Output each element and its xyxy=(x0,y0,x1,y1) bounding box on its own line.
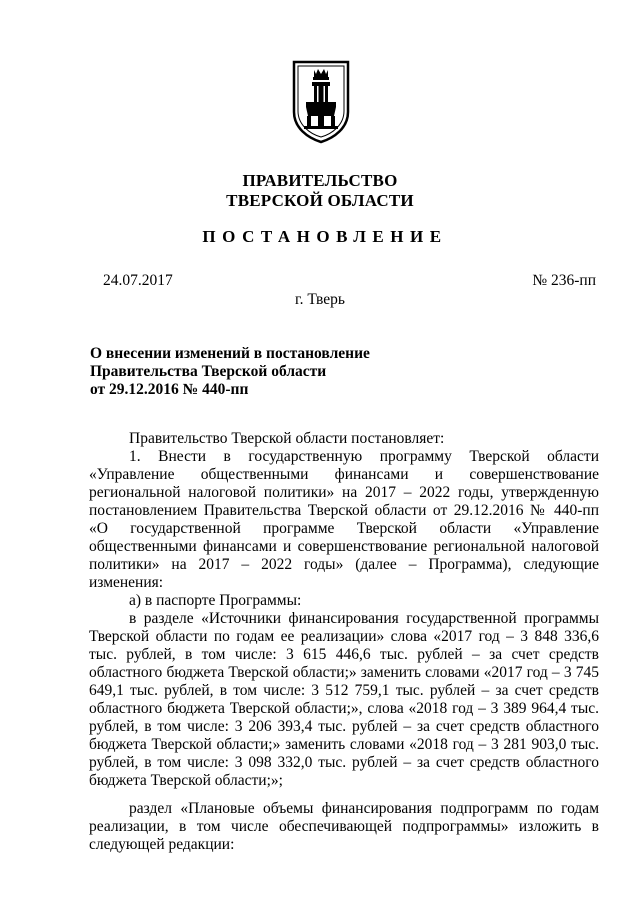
document-type-title: ПОСТАНОВЛЕНИЕ xyxy=(202,227,448,246)
document-city: г. Тверь xyxy=(295,291,345,308)
body-paragraph-funding-sources: в разделе «Источники финансирования государственной программы Тверской области по годам ее реализации» слова «2017 год – 3 848 336,6 тыс. рублей, в том числе: 3 615 446,6 тыс. рублей – за счет средств областного бюджета Тверской области;» заменить словами «2017 год – 3 745 649,1 тыс. рублей, в том числе: 3 512 759,1 тыс. рублей – за счет средств областного бюджета Тверской области;», слова «2018 год – 3 389 964,4 тыс. рублей, в том числе: 3 206 393,4 тыс. рублей – за счет средств областного бюджета Тверской области;» заменить словами «2018 год – 3 281 903,0 тыс. рублей, в том числе: 3 098 332,0 тыс. рублей – за счет средств областного бюджета Тверской области;»; xyxy=(89,610,599,789)
body-paragraph-planned-volumes: раздел «Плановые объемы финансирования подпрограмм по годам реализации, в том числе обеспечивающей подпрограммы» изложить в следующей редакции: xyxy=(89,800,599,853)
org-name-line-2: ТВЕРСКОЙ ОБЛАСТИ xyxy=(226,191,414,210)
subject-line-2: Правительства Тверской области xyxy=(90,363,327,380)
subject-line-1: О внесении изменений в постановление xyxy=(90,345,370,362)
body-paragraph-preamble: Правительство Тверской области постановляет: xyxy=(129,430,445,447)
document-body xyxy=(89,430,599,854)
document-date: 24.07.2017 xyxy=(103,272,173,289)
document-subject xyxy=(90,345,370,399)
subject-line-3: от 29.12.2016 № 440-пп xyxy=(90,381,249,398)
document-number: № 236-пп xyxy=(532,272,596,289)
body-paragraph-subitem-a: а) в паспорте Программы: xyxy=(129,592,302,609)
body-paragraph-item-1: 1. Внести в государственную программу Тверской области «Управление общественными финансами и совершенствование региональной налоговой политики» на 2017 – 2022 годы, утвержденную постановлением Правительства Тверской области от 29.12.2016 № 440-пп «О государственной программе Тверской области «Управление общественными финансами и совершенствование региональной налоговой политики» на 2017 – 2022 годы» (далее – Программа), следующие изменения: xyxy=(89,448,599,591)
org-name-line-1: ПРАВИТЕЛЬСТВО xyxy=(242,171,398,190)
tver-oblast-coat-of-arms-icon xyxy=(292,60,350,144)
